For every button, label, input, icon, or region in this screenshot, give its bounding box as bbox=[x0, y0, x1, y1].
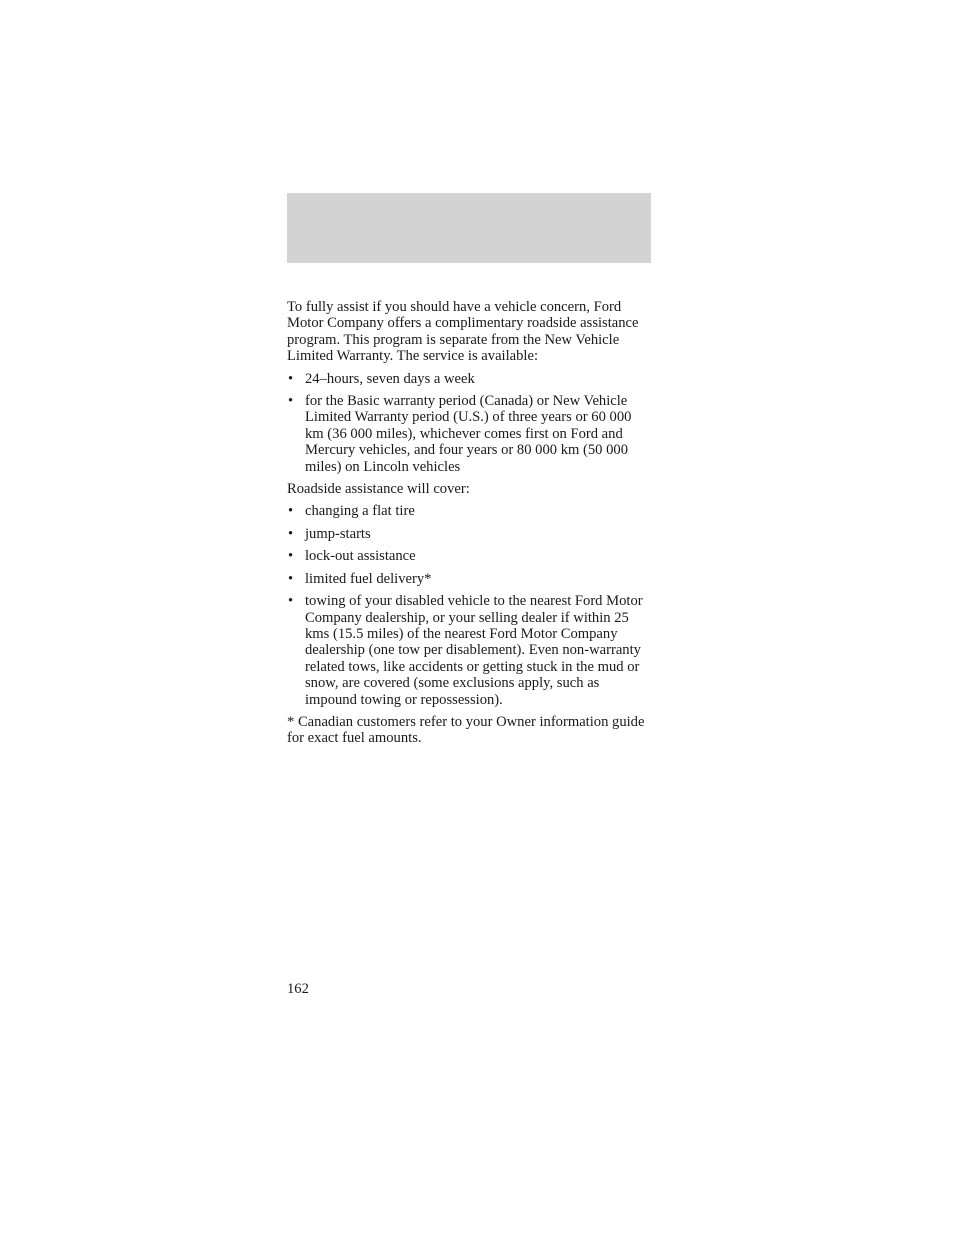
bullet-icon: • bbox=[288, 370, 294, 387]
bullet-icon: • bbox=[288, 570, 294, 587]
list-item bbox=[287, 503, 653, 519]
coverage-heading: Roadside assistance will cover: bbox=[287, 481, 470, 498]
list-item bbox=[287, 593, 653, 708]
list-item-text: towing of your disabled vehicle to the nearest Ford Motor Company dealership, or your selling dealer if within 25 kms (15.5 miles) of the nearest Ford Motor Company dealership (one tow per disablement). Even non-warranty related tows, like accidents or getting stuck in the mud or snow, are covered (some exclusions apply, such as impound towing or repossession). bbox=[305, 593, 643, 708]
coverage-list bbox=[287, 503, 653, 707]
list-item bbox=[287, 371, 653, 387]
list-item bbox=[287, 393, 653, 475]
bullet-icon: • bbox=[288, 548, 294, 565]
list-item-text: jump-starts bbox=[305, 525, 371, 542]
footnote: * Canadian customers refer to your Owner information guide for exact fuel amounts. bbox=[287, 713, 645, 747]
availability-list bbox=[287, 371, 653, 475]
page-number: 162 bbox=[287, 981, 309, 997]
list-item-text: changing a flat tire bbox=[305, 503, 415, 520]
list-item-text: 24–hours, seven days a week bbox=[305, 370, 475, 387]
bullet-icon: • bbox=[288, 525, 294, 542]
intro-paragraph: To fully assist if you should have a vehicle concern, Ford Motor Company offers a complimentary roadside assistance program. This program is separate from the New Vehicle Limited Warranty. The service is available: bbox=[287, 299, 639, 365]
list-item-text: limited fuel delivery* bbox=[305, 570, 432, 587]
list-item bbox=[287, 571, 653, 587]
page-content bbox=[287, 299, 653, 753]
list-item bbox=[287, 526, 653, 542]
bullet-icon: • bbox=[288, 593, 294, 610]
list-item bbox=[287, 548, 653, 564]
bullet-icon: • bbox=[288, 393, 294, 410]
section-header-band bbox=[287, 193, 651, 263]
bullet-icon: • bbox=[288, 503, 294, 520]
list-item-text: for the Basic warranty period (Canada) or New Vehicle Limited Warranty period (U.S.) of three years or 60 000 km (36 000 miles), whichever comes first on Ford and Mercury vehicles, and four years or 80 000 km (50 000 miles) on Lincoln vehicles bbox=[305, 393, 632, 475]
list-item-text: lock-out assistance bbox=[305, 548, 416, 565]
